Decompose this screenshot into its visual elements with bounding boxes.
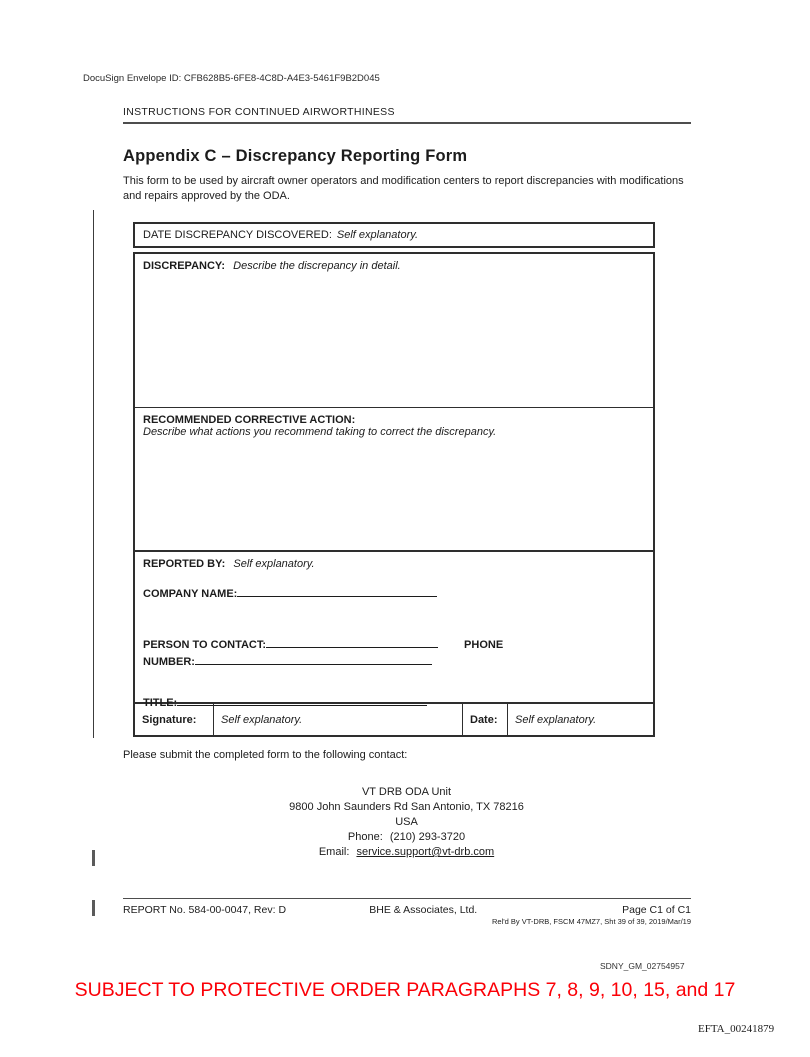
contact-email-label: Email: [318, 846, 350, 858]
signature-value-cell[interactable] [213, 704, 462, 735]
date-hint: Self explanatory. [515, 713, 597, 726]
signature-label-cell [135, 704, 213, 735]
corrective-action-field[interactable] [135, 408, 653, 552]
bates-number-sdny: SDNY_GM_02754957 [600, 961, 685, 971]
docusign-envelope-id: DocuSign Envelope ID: CFB628B5-6FE8-4C8D-A4E3-5461F9B2D045 [83, 73, 380, 84]
discrepancy-hint: Describe the discrepancy in detail. [233, 260, 401, 272]
submit-instructions: Please submit the completed form to the following contact: [123, 749, 408, 761]
signature-row [135, 704, 653, 735]
footer-report-number: REPORT No. 584-00-0047, Rev: D [123, 904, 287, 916]
change-bar [92, 900, 95, 916]
date-label-cell [462, 704, 507, 735]
footer-page-number: Page C1 of C1 [622, 904, 691, 916]
contact-phone-label: Phone: [347, 831, 383, 843]
signature-label: Signature: [142, 713, 197, 726]
company-name-line [143, 585, 645, 600]
person-to-contact-blank[interactable] [266, 636, 438, 648]
title-label: TITLE: [143, 697, 178, 709]
contact-email-line [123, 845, 690, 860]
phone-number-blank[interactable] [195, 653, 432, 665]
footer-release-note: Rel'd By VT-DRB, FSCM 47MZ7, Sht 39 of 39, 2019/Mar/19 [491, 917, 691, 926]
person-to-contact-label: PERSON TO CONTACT: [143, 639, 267, 651]
discrepancy-field[interactable] [135, 254, 653, 408]
reported-by-hint: Self explanatory. [233, 558, 315, 570]
footer-rule [123, 898, 691, 899]
contact-phone-line [123, 830, 690, 845]
company-name-blank[interactable] [237, 585, 437, 597]
corrective-action-hint: Describe what actions you recommend taking to correct the discrepancy. [143, 426, 497, 438]
signature-hint: Self explanatory. [221, 713, 303, 726]
change-bar [93, 210, 94, 738]
bates-number-efta: EFTA_00241879 [698, 1023, 775, 1035]
date-value-cell[interactable] [507, 704, 653, 735]
number-label: NUMBER: [143, 656, 195, 668]
contact-block [123, 785, 690, 860]
footer [123, 904, 691, 916]
footer-company: BHE & Associates, Ltd. [369, 904, 478, 916]
company-name-label: COMPANY NAME: [143, 588, 238, 600]
corrective-action-label: RECOMMENDED CORRECTIVE ACTION: [143, 414, 356, 426]
person-to-contact-line [143, 636, 645, 651]
contact-unit: VT DRB ODA Unit [361, 786, 452, 798]
discrepancy-form-table [133, 252, 655, 737]
reported-by-label: REPORTED BY: [143, 558, 226, 570]
discrepancy-label: DISCREPANCY: [143, 260, 226, 272]
date-discovered-field[interactable] [133, 222, 655, 248]
contact-address: 9800 John Saunders Rd San Antonio, TX 78216 [289, 801, 524, 813]
contact-country: USA [395, 816, 418, 828]
running-header: INSTRUCTIONS FOR CONTINUED AIRWORTHINESS [123, 106, 691, 124]
contact-email-link[interactable]: service.support@vt-drb.com [356, 846, 495, 858]
phone-number-line [143, 653, 645, 668]
reported-by-section [135, 552, 653, 709]
page-title: Appendix C – Discrepancy Reporting Form [123, 147, 468, 165]
date-discovered-hint: Self explanatory. [336, 229, 418, 241]
date-label: Date: [470, 713, 498, 726]
intro-paragraph: This form to be used by aircraft owner operators and modification centers to report discrepancies with modifications and repairs approved by the ODA. [123, 175, 684, 202]
protective-order-notice: SUBJECT TO PROTECTIVE ORDER PARAGRAPHS 7, 8, 9, 10, 15, and 17 [74, 979, 736, 1001]
phone-label: PHONE [464, 639, 504, 651]
date-discovered-label: DATE DISCREPANCY DISCOVERED: [143, 229, 332, 241]
change-bar [92, 850, 95, 866]
contact-phone-number: (210) 293-3720 [389, 831, 466, 843]
reported-by-line [143, 558, 645, 570]
